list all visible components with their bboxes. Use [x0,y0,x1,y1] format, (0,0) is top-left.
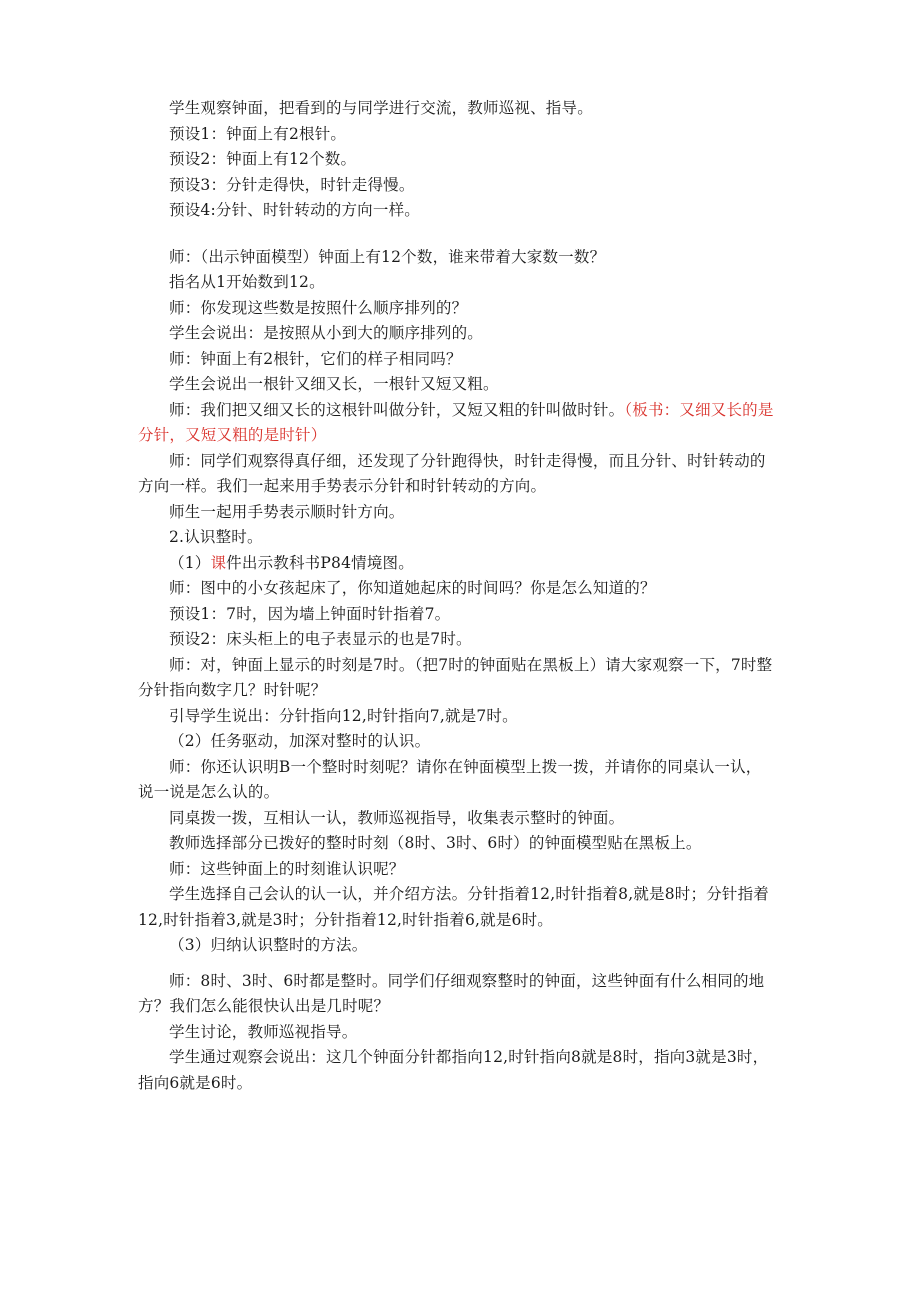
paragraph: 师：你发现这些数是按照什么顺序排列的？ [169,298,468,317]
paragraph: 预设2：钟面上有12个数。 [169,150,357,168]
paragraph: 学生讨论，教师巡视指导。 [169,1022,358,1041]
paragraph: 学生选择自己会认的认一认，并介绍方法。分针指着12,时针指着8,就是8时；分针指着12,时针指着3,就是3时；分针指着12,时针指着6,就是6时。 [138,885,770,929]
paragraph: 预设1：钟面上有2根针。 [169,124,347,143]
item-number: （1） [169,553,211,572]
paragraph: 指名从1开始数到12。 [169,273,325,291]
paragraph: 师：钟面上有2根针，它们的样子相同吗？ [169,349,462,368]
paragraph: 引导学生说出：分针指向12,时针指向7,就是7时。 [169,706,518,725]
paragraph-with-board-note [138,398,774,449]
paragraph: 师生一起用手势表示顺时针方向。 [169,502,405,521]
paragraph: 师：（出示钟面模型）钟面上有12个数，谁来带着大家数一数？ [169,247,606,266]
paragraph: （2）任务驱动，加深对整时的认识。 [169,732,431,750]
section-heading: 2.认识整时。 [169,528,263,546]
paragraph: 学生通过观察会说出：这几个钟面分针都指向12,时针指向8就是8时，指向3就是3时，指向6就是6时。 [138,1048,769,1092]
paragraph [138,551,774,577]
paragraph: 师：8时、3时、6时都是整时。同学们仔细观察整时的钟面，这些钟面有什么相同的地方？我们怎么能很快认出是几时呢？ [138,971,765,1015]
highlight-text: 课 [210,553,227,572]
paragraph: 师：图中的小女孩起床了，你知道她起床的时间吗？你是怎么知道的？ [169,579,656,597]
paragraph: （3）归纳认识整时的方法。 [169,936,368,954]
paragraph: 师：你还认识明B一个整时时刻呢？请你在钟面模型上拨一拨，并请你的同桌认一认，说一说是怎么认的。 [138,757,762,801]
paragraph-text: 件出示教科书P84情境图。 [226,553,414,572]
paragraph: 预设3：分针走得快，时针走得慢。 [169,175,415,194]
paragraph: 教师选择部分已拨好的整时时刻（8时、3时、6时）的钟面模型贴在黑板上。 [169,834,702,852]
paragraph: 师：同学们观察得真仔细，还发现了分针跑得快，时针走得慢，而且分针、时针转动的方向一样。我们一起来用手势表示分针和时针转动的方向。 [138,451,766,495]
paragraph: 师：这些钟面上的时刻谁认识呢？ [169,859,405,878]
document-body [138,96,774,1096]
paragraph: 学生会说出：是按照从小到大的顺序排列的。 [169,324,484,342]
paragraph: 同桌拨一拨，互相认一认，教师巡视指导，收集表示整时的钟面。 [169,808,625,827]
paragraph: 学生观察钟面，把看到的与同学进行交流，教师巡视、指导。 [169,99,593,117]
paragraph: 师：对，钟面上显示的时刻是7时。（把7时的钟面贴在黑板上）请大家观察一下，7时整分针指向数字几？时针呢？ [138,655,773,699]
paragraph: 学生会说出一根针又细又长，一根针又短又粗。 [169,375,499,393]
paragraph: 预设1：7时，因为墙上钟面时针指着7。 [169,604,451,623]
paragraph-text: 师：我们把又细又长的这根针叫做分针，又短又粗的针叫做时针。 [169,400,625,419]
paragraph: 预设2：床头柜上的电子表显示的也是7时。 [169,630,472,648]
board-note: （板书：又细又长的是分针，又短又粗的是时针） [138,400,774,444]
paragraph: 预设4:分针、时针转动的方向一样。 [169,201,420,219]
